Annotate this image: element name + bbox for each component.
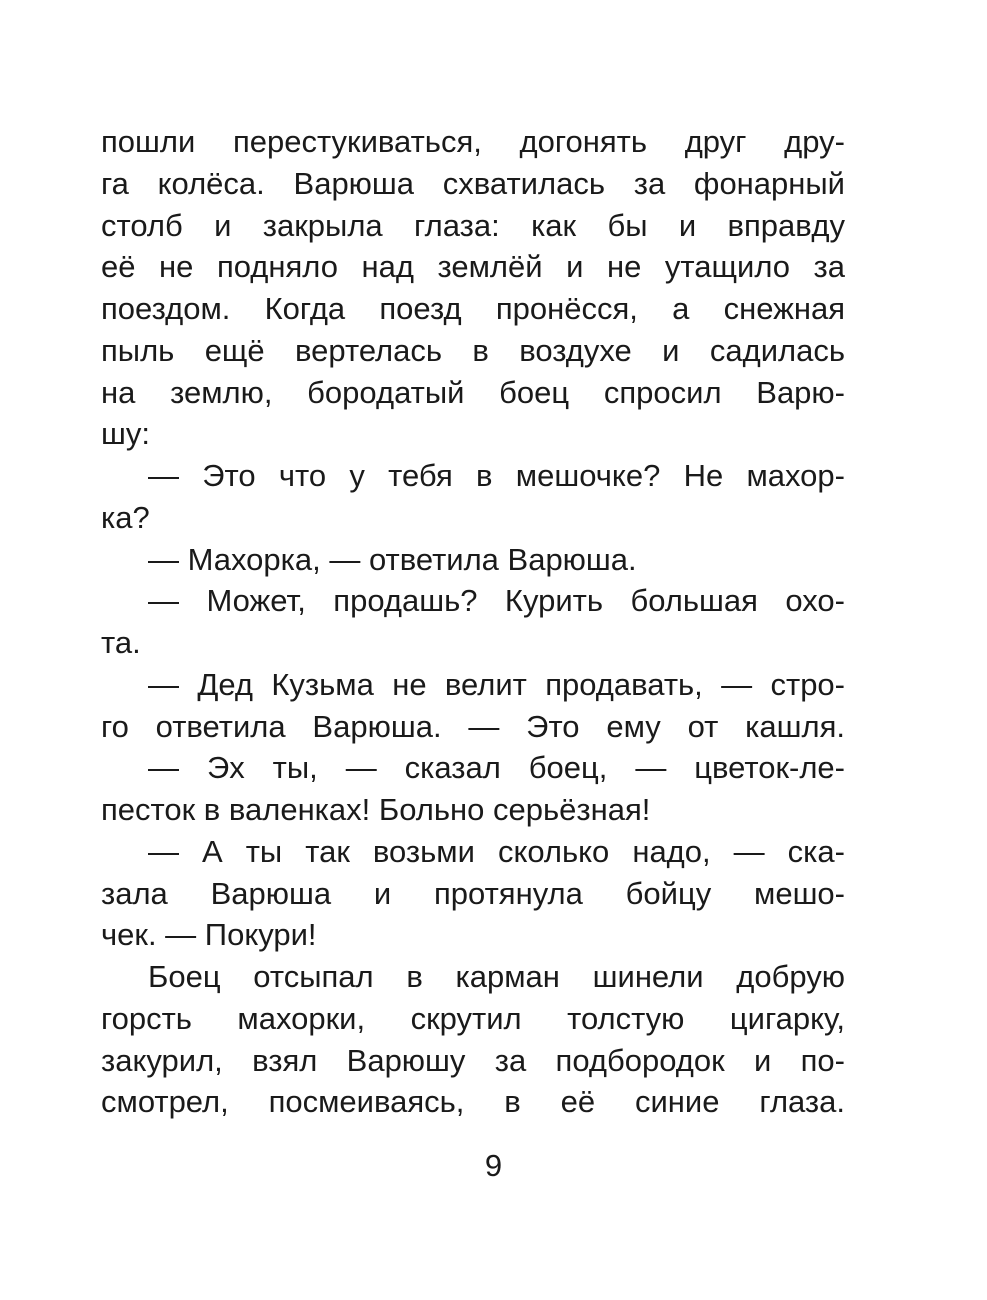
text-line: поездом. Когда поезд пронёсся, а снежная <box>101 291 845 326</box>
text-line: пыль ещё вертелась в воздухе и садилась <box>101 332 845 368</box>
text-line: ка? <box>101 499 150 535</box>
text-line: — Дед Кузьма не велит продавать, — стро- <box>148 666 845 702</box>
text-line: чек. — Покури! <box>101 917 317 953</box>
text-line: песток в валенках! Больно серьёзная! <box>101 792 651 827</box>
text-line: горсть махорки, скрутил толстую цигарку, <box>101 1000 845 1036</box>
text-line: — А ты так возьми сколько надо, — ска- <box>148 833 845 869</box>
body-text <box>101 121 845 1123</box>
text-line: на землю, бородатый боец спросил Варю- <box>101 374 845 410</box>
page-number: 9 <box>484 1148 503 1183</box>
text-line: — Эх ты, — сказал боец, — цветок-ле- <box>148 750 845 786</box>
text-line: шу: <box>101 416 150 452</box>
text-line: — Махорка, — ответила Варюша. <box>148 541 637 577</box>
text-line: столб и закрыла глаза: как бы и вправду <box>101 207 845 243</box>
text-line: Боец отсыпал в карман шинели добрую <box>148 959 845 994</box>
text-line: закурил, взял Варюшу за подбородок и по- <box>101 1042 845 1078</box>
text-line: га колёса. Варюша схватилась за фонарный <box>101 165 845 201</box>
text-line: та. <box>101 625 141 660</box>
text-line: зала Варюша и протянула бойцу мешо- <box>101 875 845 911</box>
text-line: её не подняло над землёй и не утащило за <box>101 249 845 285</box>
text-line: пошли перестукиваться, догонять друг дру- <box>101 124 845 159</box>
text-line: — Может, продашь? Курить большая охо- <box>148 583 845 619</box>
text-line: — Это что у тебя в мешочке? Не махор- <box>148 458 845 493</box>
text-line: смотрел, посмеиваясь, в её синие глаза. <box>101 1084 845 1120</box>
text-line: го ответила Варюша. — Это ему от кашля. <box>101 708 845 744</box>
